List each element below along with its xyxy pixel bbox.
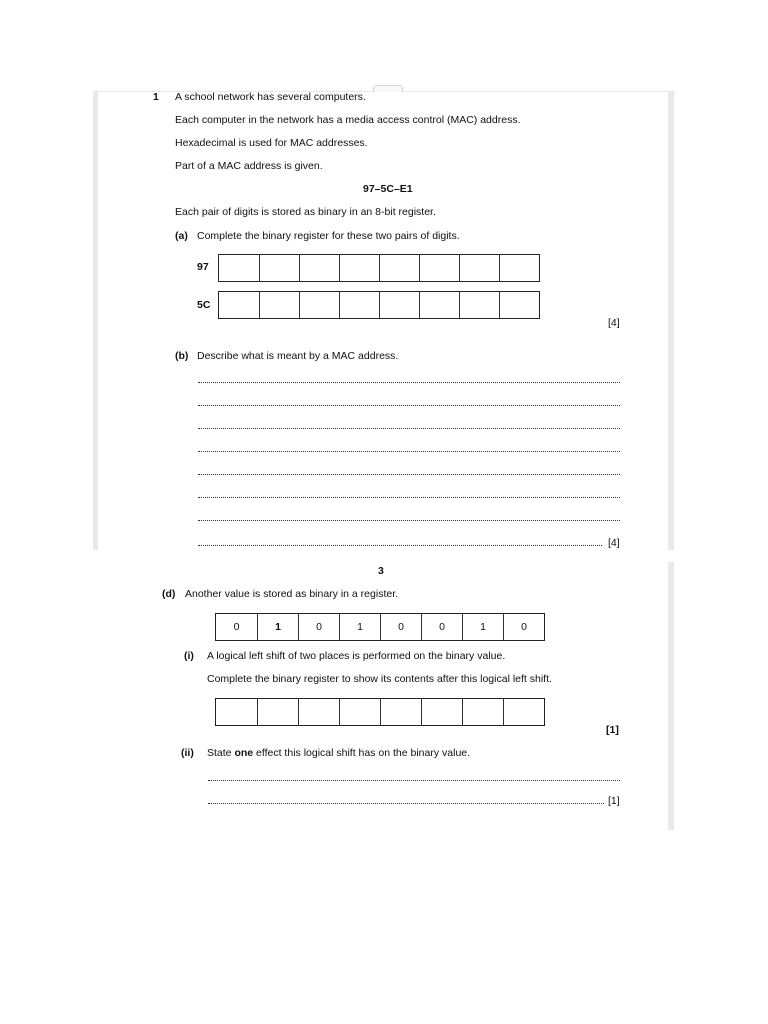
register-cell[interactable]	[421, 699, 462, 725]
answer-line[interactable]	[198, 519, 620, 521]
answer-line[interactable]	[198, 496, 620, 498]
sub-ii-text-before: State	[207, 747, 235, 759]
register-cell[interactable]	[499, 255, 539, 281]
part-d-label: (d)	[162, 588, 176, 600]
intro-line: A school network has several computers.	[175, 91, 366, 103]
page-tab-mark	[373, 85, 403, 92]
answer-line[interactable]	[198, 404, 620, 406]
part-d-text: Another value is stored as binary in a register.	[185, 588, 399, 600]
mac-fragment: 97–5C–E1	[363, 183, 413, 195]
register-cell[interactable]	[257, 699, 298, 725]
part-a-marks: [4]	[608, 317, 620, 329]
register-bit: 0	[421, 614, 462, 640]
register-cell[interactable]	[380, 699, 421, 725]
register-cell[interactable]	[339, 255, 379, 281]
register-cell[interactable]	[459, 292, 499, 318]
register-cell[interactable]	[339, 292, 379, 318]
page-shadow-right	[668, 562, 674, 830]
answer-line[interactable]	[198, 450, 620, 452]
register-bit: 0	[298, 614, 339, 640]
sub-ii-text	[207, 747, 470, 760]
part-b-text: Describe what is meant by a MAC address.	[197, 350, 399, 362]
register-cell[interactable]	[299, 292, 339, 318]
answer-line[interactable]	[198, 427, 620, 429]
answer-line[interactable]	[198, 381, 620, 383]
page-shadow-right	[668, 92, 674, 550]
part-a-text: Complete the binary register for these two pairs of digits.	[197, 230, 460, 242]
intro-line: Hexadecimal is used for MAC addresses.	[175, 137, 368, 149]
register-cell[interactable]	[259, 255, 299, 281]
register-bit: 0	[233, 621, 240, 633]
sub-i-instruction: Complete the binary register to show its contents after this logical left shift.	[207, 673, 552, 685]
register-bit: 1	[339, 614, 380, 640]
register-cell[interactable]	[219, 255, 259, 281]
sub-i-text: A logical left shift of two places is performed on the binary value.	[207, 650, 506, 662]
answer-line[interactable]	[198, 473, 620, 475]
register-cell[interactable]	[339, 699, 380, 725]
register-5c	[218, 291, 540, 319]
register-cell[interactable]	[379, 292, 419, 318]
register-cell[interactable]	[419, 292, 459, 318]
register-cell[interactable]	[499, 292, 539, 318]
answer-line[interactable]	[208, 779, 620, 781]
register-cell[interactable]	[298, 699, 339, 725]
part-b-label: (b)	[175, 350, 189, 362]
given-register	[215, 613, 545, 641]
register-cell[interactable]	[259, 292, 299, 318]
register-cell[interactable]	[216, 699, 257, 725]
register-cell[interactable]	[299, 255, 339, 281]
sub-ii-text-after: effect this logical shift has on the binary value.	[253, 747, 471, 759]
register-bit: 0	[503, 614, 544, 640]
register-bit: 1	[257, 614, 298, 640]
sub-i-marks: [1]	[606, 724, 619, 736]
answer-line[interactable]	[198, 544, 602, 546]
register-cell[interactable]	[459, 255, 499, 281]
sub-ii-text-emphasis: one	[234, 747, 254, 759]
answer-register	[215, 698, 545, 726]
page-number: 3	[378, 565, 384, 577]
intro-line: Each computer in the network has a media access control (MAC) address.	[175, 114, 521, 126]
register-cell[interactable]	[219, 292, 259, 318]
register-97-label: 97	[197, 261, 209, 273]
part-a-label: (a)	[175, 230, 188, 242]
page-shadow-left	[93, 92, 98, 550]
register-cell[interactable]	[503, 699, 544, 725]
part-b-marks: [4]	[608, 537, 620, 549]
register-5c-label: 5C	[197, 299, 211, 311]
register-97	[218, 254, 540, 282]
answer-line[interactable]	[208, 802, 604, 804]
sub-ii-marks: [1]	[608, 795, 620, 807]
sub-i-label: (i)	[184, 650, 194, 662]
question-number: 1	[153, 91, 159, 103]
register-cell[interactable]	[419, 255, 459, 281]
register-bit: 1	[462, 614, 503, 640]
register-bit: 0	[380, 614, 421, 640]
sub-ii-label: (ii)	[181, 747, 194, 759]
register-cell[interactable]	[462, 699, 503, 725]
register-cell[interactable]	[379, 255, 419, 281]
intro-line: Part of a MAC address is given.	[175, 160, 323, 172]
register-note: Each pair of digits is stored as binary in an 8-bit register.	[175, 206, 436, 218]
